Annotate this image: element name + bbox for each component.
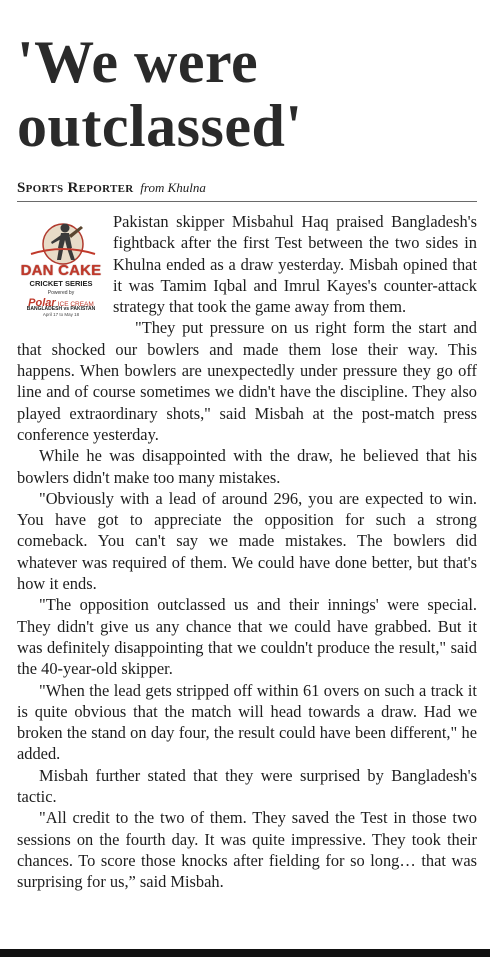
paragraph: "They put pressure on us right form the start and that shocked our bowlers and made them lose their way. This happens. When bowlers are unexpectedly under pressure they go off line and of course sometimes we didn't have the discipline. They also played extraordinary shots," said Misbah at the post-match press conference yesterday. xyxy=(17,318,477,444)
logo-powered-text: Powered by xyxy=(47,290,75,296)
series-logo xyxy=(17,214,105,318)
paragraph: "All credit to the two of them. They saved the Test in those two sessions on the fourth day. It was quite impressive. They took their chances. To score those knocks after fielding for so long… that was surprising for us,” said Misbah. xyxy=(17,808,477,892)
paragraph: "The opposition outclassed us and their innings' were special. They didn't give us any chance that we could have grabbed. But it was definitely disappointing that we couldn't produce the result," said the 40-year-old skipper. xyxy=(17,595,477,679)
logo-dates-text: April 17 to May 18 xyxy=(42,312,80,317)
logo-sponsor-tag: ICE CREAM xyxy=(57,301,94,308)
logo-matchup-text: BANGLADESH vs PAKISTAN xyxy=(26,306,96,312)
headline: 'We were outclassed' xyxy=(17,29,303,159)
paragraph: Misbah further stated that they were surprised by Bangladesh's tactic. xyxy=(17,765,477,807)
paragraph: While he was disappointed with the draw, he believed that his bowlers didn't make too many mistakes. xyxy=(17,446,477,487)
byline-reporter: Sports Reporter xyxy=(17,180,134,196)
byline-location: from Khulna xyxy=(140,180,206,195)
byline xyxy=(17,179,477,202)
cricketer-logo-icon xyxy=(17,214,105,266)
paragraph: "When the lead gets stripped off within 61 overs on such a track it is quite obvious that the match will head towards a draw. Had we broken the stand on day four, the result could have been different," he added. xyxy=(17,680,477,764)
paragraph: "Obviously with a lead of around 296, you are expected to win. You have got to appreciate the opposition for such a strong comeback. You can't say we made mistakes. The bowlers did whatever was required of them. We could have done better, but that's how it ends. xyxy=(17,488,477,594)
logo-brand-text: DAN CAKE xyxy=(20,262,102,279)
paragraph: Pakistan skipper Misbahul Haq praised Bangladesh's fightback after the first Test between the two sides in Khulna ended as a draw yesterday. Misbah opined that it was Tamim Iqbal and Imrul Kayes's counter-attack strategy that took the game away from them. xyxy=(113,212,477,317)
page-bottom-bar xyxy=(0,949,490,957)
logo-sponsor-name: Polar xyxy=(28,297,56,309)
logo-series-text: CRICKET SERIES xyxy=(29,279,93,288)
article xyxy=(17,0,477,893)
article-body xyxy=(17,211,477,893)
